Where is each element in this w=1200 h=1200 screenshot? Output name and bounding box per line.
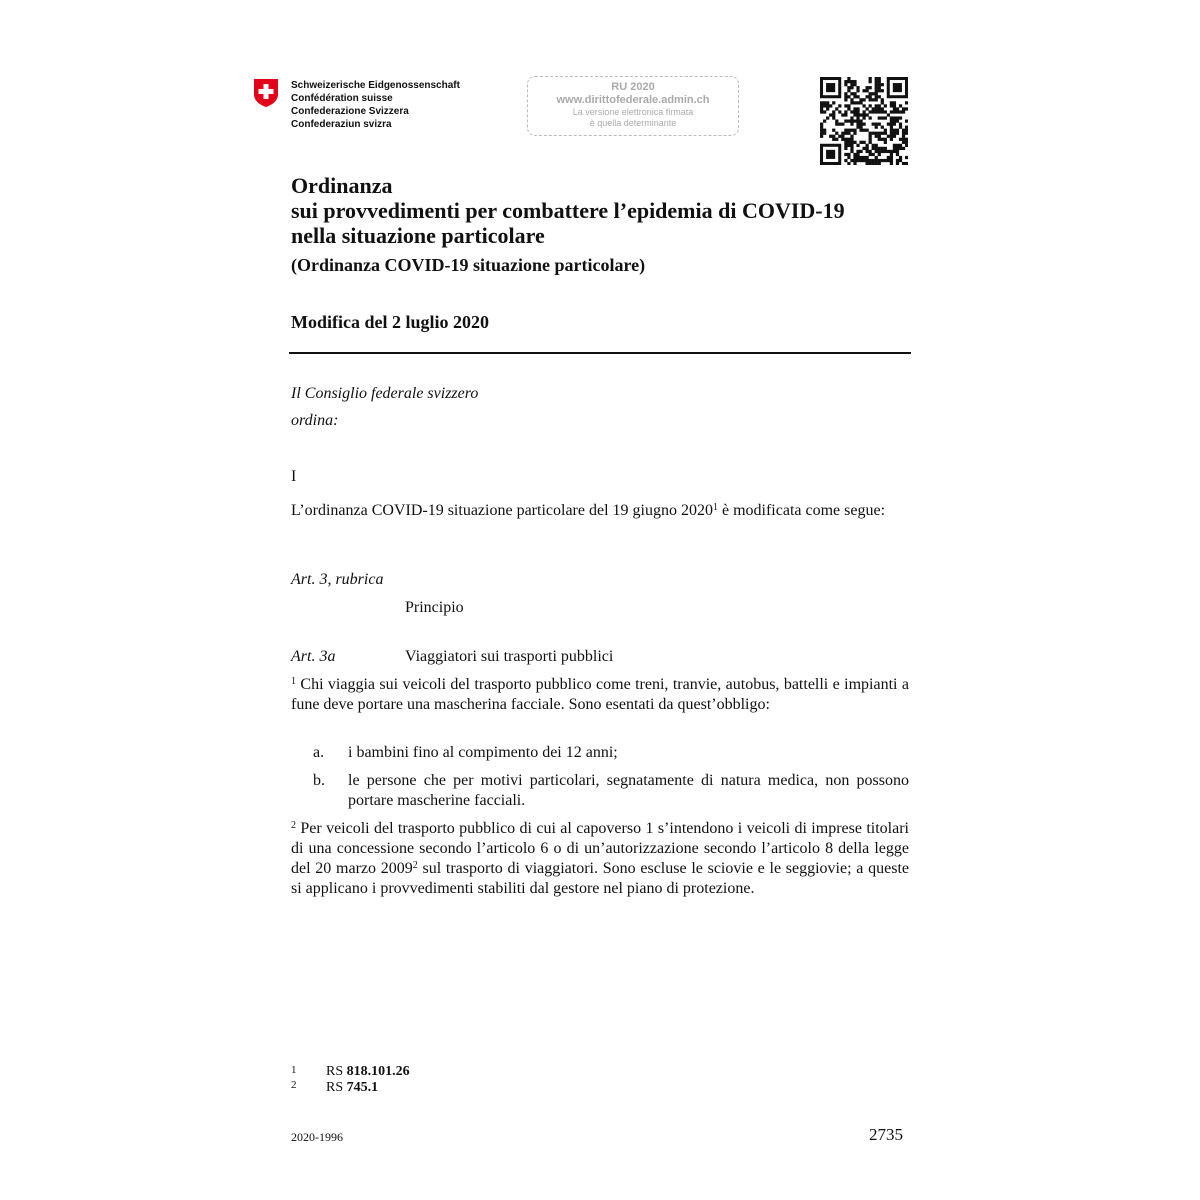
stamp-line-4: è quella determinante — [589, 118, 677, 128]
federation-names — [291, 79, 460, 131]
swiss-cross-icon — [253, 78, 279, 108]
footnote-prefix: RS — [326, 1064, 347, 1079]
art3a-label: Art. 3a — [291, 648, 336, 665]
amendment-date: Modifica del 2 luglio 2020 — [291, 312, 489, 332]
list-item-letter: a. — [313, 744, 325, 761]
paragraph-1-text: Chi viaggia sui veicoli del trasporto pubblico come treni, tranvie, autobus, battelli e impianti a fune deve portare una mascherina facciale. Sono esentati da quest’obbligo: — [291, 676, 909, 713]
footnote-2 — [326, 1080, 378, 1096]
electronic-signature-stamp — [527, 76, 739, 136]
art3a-paragraph-2 — [291, 819, 909, 899]
short-title: (Ordinanza COVID-19 situazione particolare) — [291, 255, 646, 275]
intro-text-a: L’ordinanza COVID-19 situazione particolare del 19 giugno 2020 — [291, 502, 713, 519]
intro-paragraph — [291, 501, 909, 521]
footnote-ref-1[interactable]: 1 — [712, 502, 718, 513]
federation-name-de: Schweizerische Eidgenossenschaft — [291, 80, 460, 91]
paragraph-number: 2 — [291, 820, 296, 831]
title-line-1: Ordinanza — [291, 173, 393, 198]
art3-heading: Principio — [405, 599, 464, 616]
paragraph-2-text-b: sul trasporto di viaggiatori. Sono escluse le sciovie e le seggiovie; a queste si applicano i provvedimenti stabiliti dal gestore nel piano di protezione. — [291, 860, 909, 897]
paragraph-number: 1 — [291, 676, 296, 687]
section-number: I — [291, 468, 297, 485]
federation-name-rm: Confederaziun svizra — [291, 119, 392, 130]
stamp-line-1: RU 2020 — [611, 81, 655, 93]
qr-code-icon — [820, 77, 908, 165]
title-line-3: nella situazione particolare — [291, 223, 545, 248]
footnote-reference[interactable]: 818.101.26 — [346, 1064, 410, 1079]
footnote-ref-2[interactable]: 2 — [412, 860, 418, 871]
footnote-prefix: RS — [326, 1080, 347, 1095]
preamble-line-1: Il Consiglio federale svizzero — [291, 385, 479, 402]
footnote-1 — [326, 1064, 410, 1080]
stamp-line-2: www.dirittofederale.admin.ch — [556, 94, 710, 106]
art3a-heading: Viaggiatori sui trasporti pubblici — [405, 648, 614, 665]
footnote-reference[interactable]: 745.1 — [346, 1080, 379, 1095]
document-code: 2020-1996 — [291, 1130, 343, 1144]
title-line-2: sui provvedimenti per combattere l’epidemia di COVID-19 — [291, 198, 845, 223]
federation-name-fr: Confédération suisse — [291, 93, 393, 104]
page-title — [291, 173, 931, 248]
stamp-line-3: La versione elettronica firmata — [572, 107, 694, 117]
preamble-line-2: ordina: — [291, 412, 339, 429]
art3a-paragraph-1 — [291, 675, 909, 715]
list-item-text: le persone che per motivi particolari, segnatamente di natura medica, non possono portare mascherine facciali. — [348, 772, 909, 809]
art3-label: Art. 3, rubrica — [291, 571, 384, 588]
list-item-letter: b. — [313, 772, 325, 789]
federation-name-it: Confederazione Svizzera — [291, 106, 409, 117]
footnote-number: 2 — [291, 1079, 297, 1091]
title-divider — [289, 352, 911, 354]
paragraph-2-text-a: Per veicoli del trasporto pubblico di cui al capoverso 1 s’intendono i veicoli di imprese titolari di una concessione secondo l’articolo 6 o di un’autorizzazione secondo l’articolo 8 della legge del 20 marzo 2009 — [291, 820, 909, 877]
list-item-text: i bambini fino al compimento dei 12 anni; — [348, 744, 618, 761]
page-number: 2735 — [869, 1125, 903, 1144]
footnote-number: 1 — [291, 1064, 297, 1076]
intro-text-b: è modificata come segue: — [717, 502, 886, 519]
